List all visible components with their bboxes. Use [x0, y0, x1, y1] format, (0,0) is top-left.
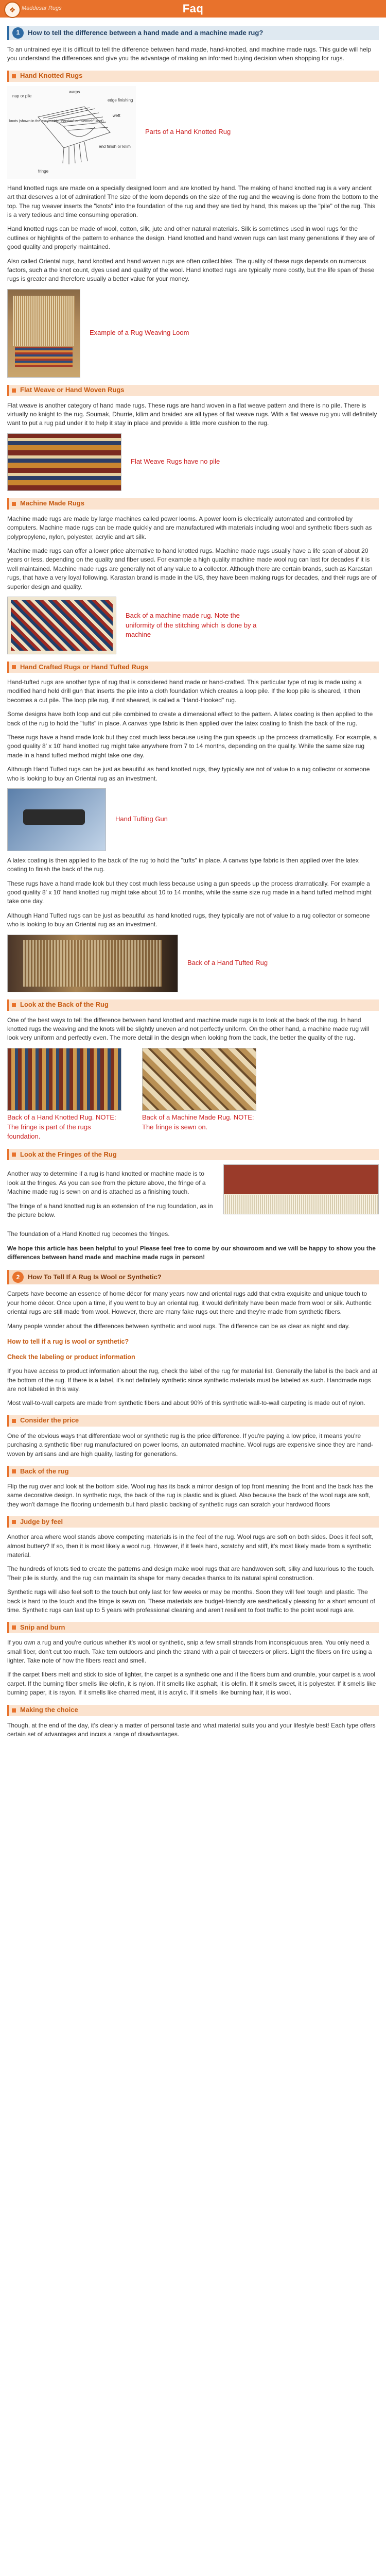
hand-knotted-paragraph-3: Also called Oriental rugs, hand knotted and hand woven rugs are often collectibles. The quality of these rugs depends on numerous factors, such a the knot count, dyes used and quality of the wool. Hand knotted rugs are typically more costly, but the life span of these rugs is greater and therefore usually a better value for your money. — [7, 257, 375, 283]
loom-row — [7, 289, 379, 378]
wool-paragraph-10: If you own a rug and you're curious whether it's wool or synthetic, snip a few small strands from inconspicuous area. You only need a small fiber, don't cut too much. Take tem outdoors and pinch the strand with a pair of tweezers or pliers. Light the fibers on fire using a lighter. Take note of how the fibers react and smell. — [7, 1639, 372, 1665]
rug-fringe-image — [223, 1164, 379, 1214]
machine-made-caption: Back of a machine made rug. Note the uniformity of the stitching which is done by a machine — [126, 611, 257, 639]
diagram-caption: Parts of a Hand Knotted Rug — [145, 128, 231, 136]
section-hand-tufted — [7, 662, 379, 673]
subheading: Check the labeling or product information — [7, 1353, 135, 1361]
square-bullet-icon — [12, 74, 16, 78]
section-snip-and-burn — [7, 1622, 379, 1633]
page-title: Faq — [182, 2, 204, 15]
machine-made-back-image — [142, 1048, 256, 1111]
machine-made-paragraph-2: Machine made rugs can offer a lower price alternative to hand knotted rugs. Machine made rugs usually have a life span of about 20 years or less, depending on the quality and fiber used. For example a high quality machine made wool rug can last for decades if it is well maintained. Machine made rugs are generally not of any value to a collector. Although there are certain brands, such as Karastan rugs, that have a very loyal following. Karastan brand is made in the US, they have been making rugs for decades, and their rugs are of superior design and quality. — [7, 547, 377, 590]
fringe-paragraph-3: The foundation of a Hand Knotted rug becomes the fringes. — [7, 1230, 170, 1238]
flat-weave-caption: Flat Weave Rugs have no pile — [131, 457, 220, 466]
question-2-bar[interactable] — [7, 1270, 379, 1284]
wool-paragraph-2: Many people wonder about the differences between synthetic and wool rugs. The difference can be as clear as night and day. — [7, 1322, 350, 1330]
wool-paragraph-5: One of the obvious ways that differentiate wool or synthetic rug is the price difference. If you're paying a low price, it means you're purchasing a synthetic fiber rug manufactured on power looms, an automated machine. Wool rugs are expensive since they are hand-woven by artisans and are high quality, lasting for generations. — [7, 1432, 373, 1458]
wool-paragraph-12: Though, at the end of the day, it's clearly a matter of personal taste and what material suits you and your lifestyle best! Each type offers certain set of advantages and incurs a range of disadvantages. — [7, 1721, 376, 1738]
square-bullet-icon — [12, 1625, 16, 1630]
wool-paragraph-8: The hundreds of knots tied to create the patterns and design make wool rugs that are handwoven soft, silky and luxurious to the touch. Their pile is sturdy, and the rug can maintain its shape for many decades thanks to its natural spiral construction. — [7, 1565, 375, 1582]
hand-knotted-back-caption: Back of a Hand Knotted Rug. NOTE: The fringe is part of the rugs foundation. — [7, 1113, 116, 1141]
fringe-paragraph-1: Another way to determine if a rug is hand knotted or machine made is to look at the fringes. As you can see from the picture above, the fringe of a Machine made rug is sewn on and is attached as a finishing touch. — [7, 1170, 206, 1196]
hand-tufted-paragraph-5: A latex coating is then applied to the back of the rug to hold the "tufts" in place. A canvas type fabric is then applied over the latex coating to finish the back of the rug. — [7, 856, 359, 873]
hand-knotted-paragraph-1: Hand knotted rugs are made on a specially designed loom and are knotted by hand. The making of hand knotted rug is a very ancient art that deserves a lot of admiration! The size of the loom depends on the size of the rug and the weaving is done from the bottom to the top. The rug weaver inserts the "knots" into the foundation of the rug and they are tied by hand, this makes up the "pile" of the rug. This is a very tedious and time consuming operation. — [7, 184, 378, 218]
wool-paragraph-3: If you have access to product information about the rug, check the label of the rug for material list. Generally the label is the back and at the bottom of the rug. If there is a label, it's not definitely synthetic since synthetic materials must be labeled as such. Handmade rugs are not labeled in this way. — [7, 1367, 378, 1393]
section-heading: Snip and burn — [20, 1623, 65, 1631]
section-price — [7, 1415, 379, 1427]
section-heading: Hand Knotted Rugs — [20, 72, 83, 80]
machine-made-row — [7, 597, 379, 654]
top-bar — [0, 0, 386, 18]
hand-knotted-back-image — [7, 1048, 121, 1111]
flat-weave-row — [7, 433, 379, 491]
hand-knotted-paragraph-2: Hand knotted rugs can be made of wool, cotton, silk, jute and other natural materials. Silk is sometimes used in wool rugs for the outlines or highlights of the pattern to enhance the design. Hand knotted and hand woven rugs can last many generations if they are of good quality and properly maintained. — [7, 225, 375, 251]
section-judge-by-feel — [7, 1516, 379, 1528]
diagram-label: weft — [113, 113, 120, 118]
fringe-text — [7, 1164, 214, 1225]
question-1-bar[interactable] — [7, 26, 379, 40]
wool-paragraph-4: Most wall-to-wall carpets are made from synthetic fibers and about 90% of this synthetic wall-to-wall carpeting is made out of nylon. — [7, 1399, 365, 1407]
loom-caption: Example of a Rug Weaving Loom — [90, 329, 189, 337]
flat-weave-rug-image — [7, 433, 121, 491]
closing-paragraph: We hope this article has been helpful to you! Please feel free to come by our showroom and we will be happy to show you the differences between hand made and machine made rugs in person! — [7, 1244, 376, 1261]
question-number-badge: 1 — [12, 27, 24, 39]
square-bullet-icon — [12, 1419, 16, 1423]
square-bullet-icon — [12, 388, 16, 393]
hand-tufted-paragraph-6: These rugs have a hand made look but they cost much less because using a gun speeds up the process dramatically. For example a good quality 8' x 10' hand knotted rug might take about 10 to 14 months, while the same size rug made in a hand tufted method might take one day. — [7, 879, 372, 905]
knot-diagram-row — [7, 86, 379, 179]
square-bullet-icon — [12, 1469, 16, 1473]
section-heading: Flat Weave or Hand Woven Rugs — [20, 386, 125, 394]
diagram-label: warps — [69, 89, 80, 94]
section-heading: Back of the rug — [20, 1467, 69, 1475]
hand-tufted-back-image — [7, 935, 178, 992]
diagram-label: knots (shown in the ascymetric "Persian" or "Senneh" knot) — [9, 119, 104, 123]
hand-knotted-rug-diagram — [7, 86, 136, 179]
diagram-label: fringe — [38, 168, 49, 174]
fringe-row — [7, 1164, 379, 1225]
question-2-title: How To Tell If A Rug Is Wool or Synthetic? — [28, 1273, 162, 1281]
section-heading: Making the choice — [20, 1706, 78, 1714]
hand-tufted-paragraph-3: These rugs have a hand made look but they cost much less because using the gun speeds up the process dramatically. For example, a good quality 8' x 10' hand knotted rug might take anywhere from 7 to 14 months, depending on the quality. While the same size rug made in a hand tufted method might take one day. — [7, 733, 377, 759]
rug-weaving-loom-image — [7, 289, 80, 378]
square-bullet-icon — [12, 502, 16, 506]
section-heading: Judge by feel — [20, 1517, 63, 1526]
wool-paragraph-1: Carpets have become an essence of home décor for many years now and oriental rugs add that extra exquisite and unique touch to your home décor. Once upon a time, if you went to buy an oriental rug, it would definitely have been made from wool or silk. Authentic oriental rugs are still made from wool. However, there are many fake rugs out there and they're made from synthetic fibers. — [7, 1290, 372, 1316]
wool-paragraph-6: Flip the rug over and look at the bottom side. Wool rug has its back a mirror design of top front meaning the front and the back has the same decorative design. In synthetic rugs, the back of the rug is plastic and is glued. Also because the back of the wool rugs are soft, they won't damage the flooring underneath but hard plastic backing of synthetic rugs can scratch your hardwood floors — [7, 1483, 373, 1508]
fringe-paragraph-2: The fringe of a hand knotted rug is an extension of the rug foundation, as in the picture below. — [7, 1202, 213, 1218]
square-bullet-icon — [12, 665, 16, 669]
section-machine-made — [7, 498, 379, 510]
section-back-of-rug — [7, 1466, 379, 1477]
square-bullet-icon — [12, 1153, 16, 1157]
section-heading: Consider the price — [20, 1416, 79, 1425]
hand-tufted-paragraph-1: Hand-tufted rugs are another type of rug that is considered hand made or hand-crafted. This particular type of rug is made using a modified hand held drill gun that inserts the pile into a cloth foundation which creates a loop pile. If the loop pile is sheared, it then becomes a cut pile. The loop pile rug, if not sheared, is called a "Hand-Hooked" rug. — [7, 678, 362, 704]
hand-tufting-gun-image — [7, 788, 106, 851]
section-heading: Machine Made Rugs — [20, 499, 84, 507]
question-number-badge: 2 — [12, 1272, 24, 1283]
hand-tufted-paragraph-4: Although Hand Tufted rugs can be just as beautiful as hand knotted rugs, they typically are not of value to a rug collector or someone who is looking to buy an Oriental rug as an investment. — [7, 766, 370, 782]
hand-knotted-back-column — [7, 1048, 121, 1142]
wool-paragraph-9: Synthetic rugs will also feel soft to the touch but only last for few weeks or may be months. Soon they will feel tough and plastic. The back is hard to the touch and the fringe is sewn on. These materials are budget-friendly are aesthetically pleasing for a short amount of time. Synthetic rugs can last up to 5 years with professional cleaning and aren't resilient to foot traffic to the point wool rugs are. — [7, 1588, 375, 1614]
section-hand-knotted — [7, 71, 379, 82]
section-heading: Hand Crafted Rugs or Hand Tufted Rugs — [20, 663, 148, 671]
machine-rug-back-image — [7, 597, 116, 654]
tufted-back-caption: Back of a Hand Tufted Rug — [187, 959, 268, 967]
hand-tufted-paragraph-7: Although Hand Tufted rugs can be just as beautiful as hand knotted rugs, they typically are not of value to a rug collector or someone who is looking to buy an Oriental rug as an investment. — [7, 911, 370, 928]
brand-name[interactable]: Maddesar Rugs — [22, 5, 62, 11]
machine-made-back-caption: Back of a Machine Made Rug. NOTE: The fringe is sewn on. — [142, 1113, 254, 1131]
section-fringes — [7, 1149, 379, 1160]
diagram-label: nap or pile — [12, 93, 32, 98]
intro-paragraph: To an untrained eye it is difficult to tell the difference between hand made, hand-knotted, and machine made rugs. This guide will help you understand the differences and give you the advantage of making an informed buying decision when shopping for rugs. — [7, 46, 372, 62]
section-flat-weave — [7, 385, 379, 396]
machine-back-column — [142, 1048, 256, 1142]
square-bullet-icon — [12, 1708, 16, 1713]
subheading: How to tell if a rug is wool or synthetic? — [7, 1338, 129, 1346]
wool-paragraph-11: If the carpet fibers melt and stick to side of lighter, the carpet is a synthetic one and if the fibers burn and crumble, your carpet is a wool carpet. If the burning fiber smells like olefin, it is nylon. If it smells like asphalt, it is olefin. If it smells sweet, it is polyester. If it smells like burning paper, it is rayon. If it smells like charred meat, it is acrylic. If it smells like burning hair, it is wool. — [7, 1671, 376, 1697]
tufting-gun-row — [7, 788, 379, 851]
tufting-gun-caption: Hand Tufting Gun — [115, 815, 168, 823]
machine-made-paragraph-1: Machine made rugs are made by large machines called power looms. A power loom is electrically automated and controlled by computers. Machine made rugs can be made quickly and are manufactured with materials including wool and synthetic fibers such as polypropylene, nylon, polyester, acrylic and art silk. — [7, 515, 372, 540]
brand-logo-icon[interactable]: ❖ — [4, 2, 21, 18]
section-heading: Look at the Fringes of the Rug — [20, 1150, 117, 1158]
look-back-paragraph: One of the best ways to tell the difference between hand knotted and machine made rugs is to look at the back of the rug. In hand knotted rugs the weaving and the knots will be slightly uneven and not perfectly uniform. On the other hand, a machine made rug will look very uniform and perfectly even. The more detail in the design when looking from the back, the better the quality of the rug. — [7, 1016, 370, 1042]
square-bullet-icon — [12, 1520, 16, 1524]
knot-diagram-svg — [7, 86, 136, 179]
hand-tufted-paragraph-2: Some designs have both loop and cut pile combined to create a dimensional effect to the pattern. A latex coating is then applied to the back of the rug to hold the "tufts" in place. A canvas type fabric is then applied over the latex coating to finish the back of the rug. — [7, 710, 373, 727]
section-look-back — [7, 999, 379, 1011]
square-bullet-icon — [12, 1003, 16, 1007]
wool-paragraph-7: Another area where wool stands above competing materials is in the feel of the rug. Wool rugs are soft on both sides. Does it feel soft, almost buttery? If so, then it is most likely a wool rug. However, if it feels hard, scratchy and stiff, it's most likely made from a synthetic material. — [7, 1533, 374, 1558]
tufted-back-row — [7, 935, 379, 992]
section-making-choice — [7, 1705, 379, 1716]
question-1-title: How to tell the difference between a hand made and a machine made rug? — [28, 28, 264, 37]
back-comparison — [7, 1048, 379, 1142]
flat-weave-paragraph: Flat weave is another category of hand made rugs. These rugs are hand woven in a flat weave pattern and there is no pile. There is virtually no knight to the rug. Soumak, Dhurrie, kilim and braided are all types of flat weave rugs. With a flat weave rug you will definitely want to put a rug pad under it to help it stay in place and provide a little more cushion to the rug. — [7, 401, 377, 427]
section-heading: Look at the Back of the Rug — [20, 1001, 109, 1009]
diagram-label: edge finishing — [108, 97, 133, 103]
diagram-label: end finish or kilim — [99, 144, 131, 149]
